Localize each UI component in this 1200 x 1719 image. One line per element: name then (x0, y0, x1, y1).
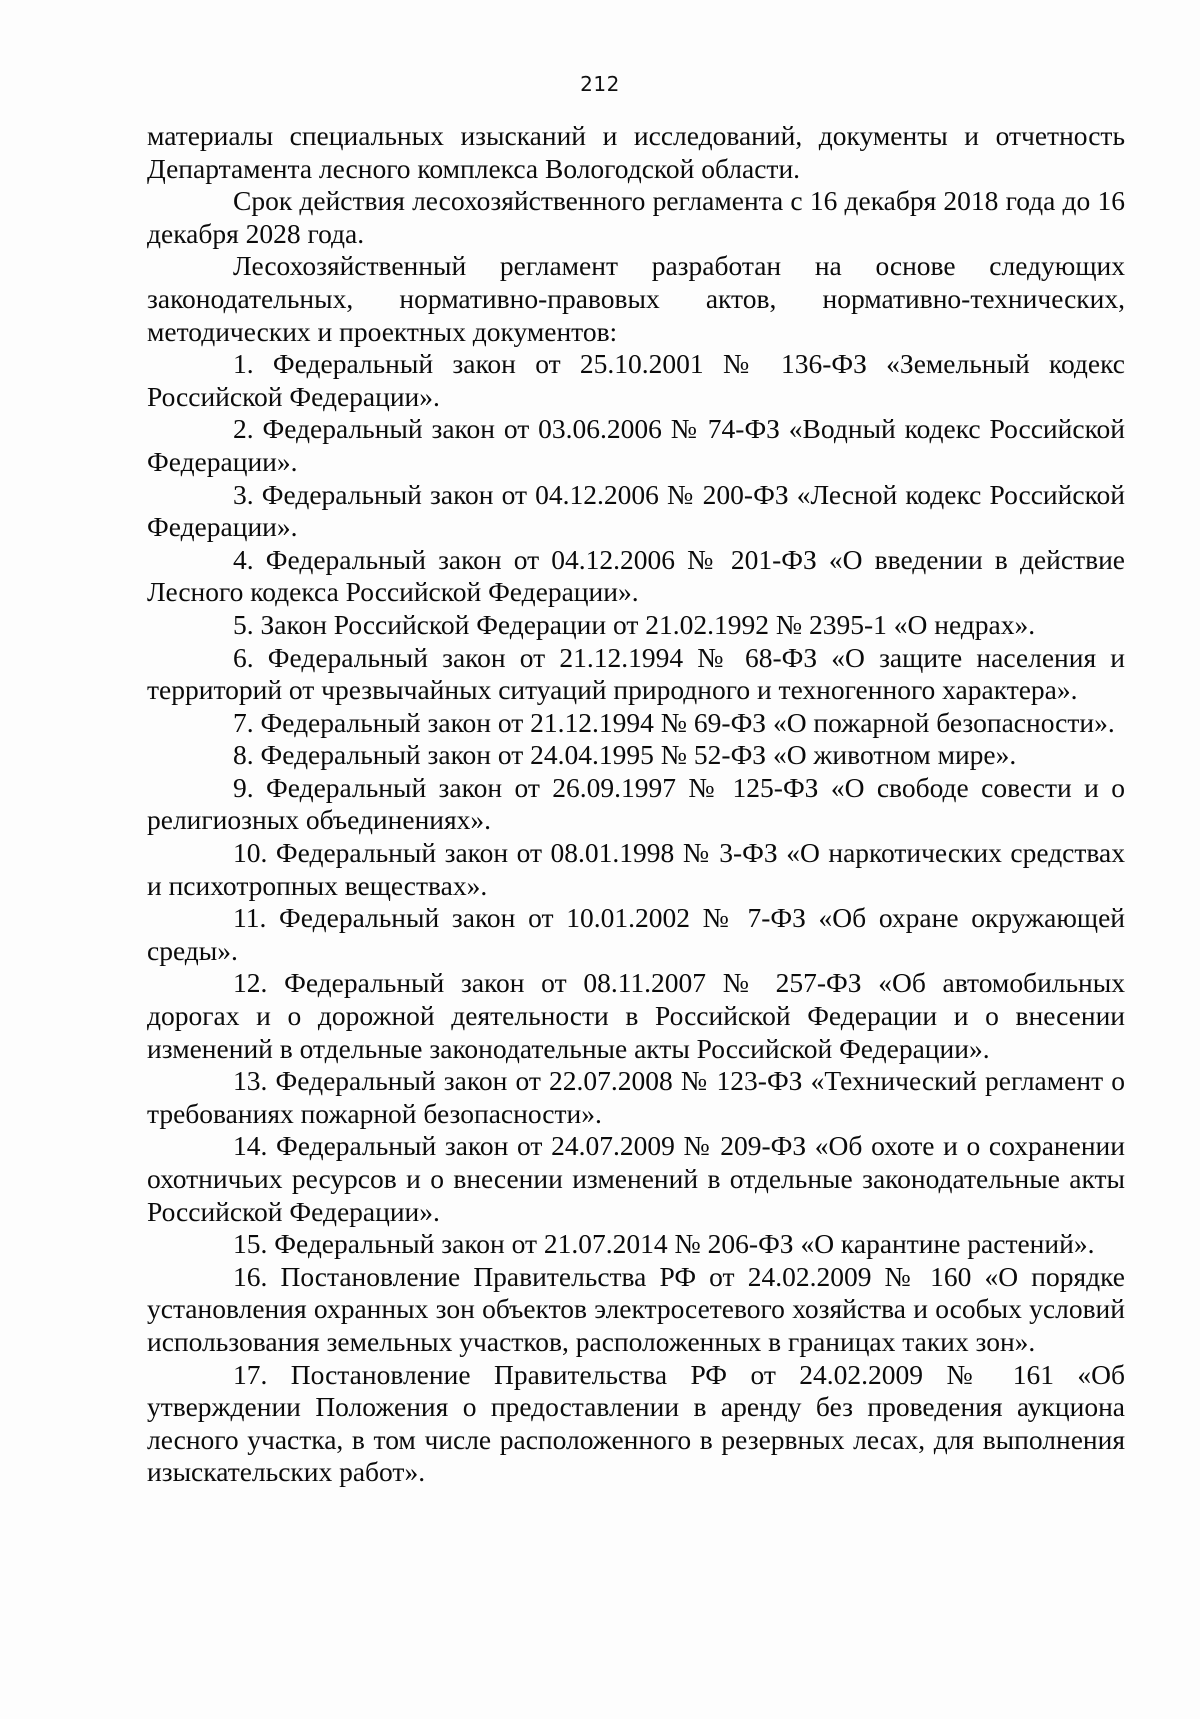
list-item: 12. Федеральный закон от 08.11.2007 № 257-ФЗ «Об автомобильных дорогах и о дорожной деятельности в Российской Федерации и о внесении изменений в отдельные законодательные акты Российской Федерации». (147, 967, 1125, 1064)
list-item: 1. Федеральный закон от 25.10.2001 № 136-ФЗ «Земельный кодекс Российской Федерации». (147, 348, 1125, 412)
list-item: 7. Федеральный закон от 21.12.1994 № 69-ФЗ «О пожарной безопасности». (233, 706, 1115, 738)
list-item: 14. Федеральный закон от 24.07.2009 № 209-ФЗ «Об охоте и о сохранении охотничьих ресурсов и о внесении изменений в отдельные законодательные акты Российской Федерации». (147, 1130, 1125, 1227)
list-item: 15. Федеральный закон от 21.07.2014 № 206-ФЗ «О карантине растений». (233, 1228, 1095, 1260)
page-number: 212 (580, 72, 620, 96)
list-item: 4. Федеральный закон от 04.12.2006 № 201-ФЗ «О введении в действие Лесного кодекса Российской Федерации». (147, 543, 1125, 608)
paragraph-continuation: материалы специальных изысканий и исследований, документы и отчетность Департамента лесного комплекса Вологодской области. (147, 120, 1125, 184)
document-body (147, 120, 1125, 1489)
list-item: 6. Федеральный закон от 21.12.1994 № 68-ФЗ «О защите населения и территорий от чрезвычайных ситуаций природного и техногенного характера». (147, 641, 1125, 706)
paragraph-basis-intro: Лесохозяйственный регламент разработан на основе следующих законодательных, нормативно-правовых актов, нормативно-технических, методических и проектных документов: (147, 250, 1125, 347)
list-item: 2. Федеральный закон от 03.06.2006 № 74-ФЗ «Водный кодекс Российской Федерации». (147, 413, 1125, 477)
list-item: 10. Федеральный закон от 08.01.1998 № 3-ФЗ «О наркотических средствах и психотропных веществах». (147, 837, 1125, 901)
list-item: 9. Федеральный закон от 26.09.1997 № 125-ФЗ «О свободе совести и о религиозных объединениях». (147, 771, 1125, 836)
list-item: 5. Закон Российской Федерации от 21.02.1992 № 2395-1 «О недрах». (233, 608, 1036, 640)
list-item: 3. Федеральный закон от 04.12.2006 № 200-ФЗ «Лесной кодекс Российской Федерации». (147, 478, 1125, 543)
list-item: 8. Федеральный закон от 24.04.1995 № 52-ФЗ «О животном мире». (233, 739, 1017, 771)
paragraph-validity-period: Срок действия лесохозяйственного регламента с 16 декабря 2018 года до 16 декабря 2028 года. (147, 185, 1125, 249)
list-item: 16. Постановление Правительства РФ от 24.02.2009 № 160 «О порядке установления охранных зон объектов электросетевого хозяйства и особых условий использования земельных участков, расположенных в границах таких зон». (147, 1260, 1125, 1357)
list-item: 17. Постановление Правительства РФ от 24.02.2009 № 161 «Об утверждении Положения о предоставлении в аренду без проведения аукциона лесного участка, в том числе расположенного в резервных лесах, для выполнения изыскательских работ». (147, 1358, 1125, 1488)
list-item: 11. Федеральный закон от 10.01.2002 № 7-ФЗ «Об охране окружающей среды». (147, 902, 1125, 966)
list-item: 13. Федеральный закон от 22.07.2008 № 123-ФЗ «Технический регламент о требованиях пожарной безопасности». (147, 1065, 1125, 1129)
